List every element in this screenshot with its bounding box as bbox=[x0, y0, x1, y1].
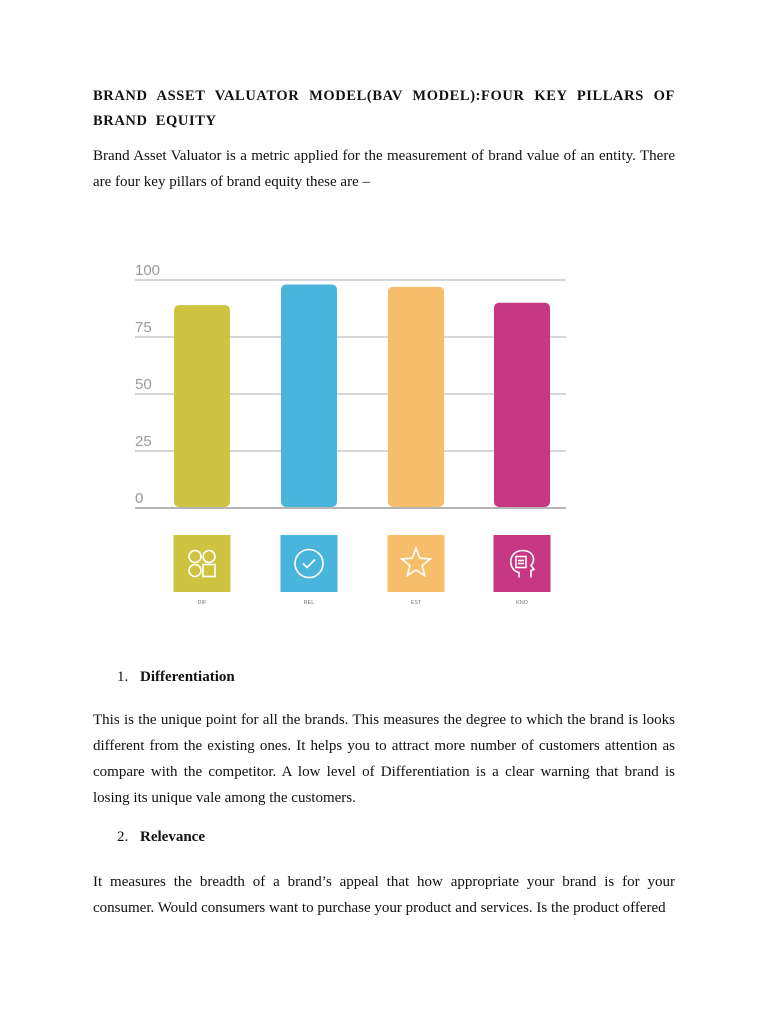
y-tick-label: 25 bbox=[135, 433, 152, 450]
section-heading-relevance bbox=[117, 829, 205, 846]
bar-rel bbox=[281, 285, 337, 507]
section-heading-text: Differentiation bbox=[140, 669, 235, 685]
bar-dif bbox=[174, 305, 230, 507]
icon-tile bbox=[174, 535, 231, 592]
chart-y-ticks bbox=[135, 262, 160, 507]
y-tick-label: 0 bbox=[135, 490, 144, 507]
category-label: KNO bbox=[516, 600, 528, 606]
icon-tile bbox=[281, 535, 338, 592]
head-document-icon bbox=[494, 535, 551, 592]
y-tick-label: 50 bbox=[135, 376, 152, 393]
differentiation-paragraph: This is the unique point for all the brands. This measures the degree to which the brand is looks different from the existing ones. It helps you to attract more number of customers attention as compare with the competitor. A low level of Differentiation is a clear warning that brand is losing its unique vale among the customers. bbox=[93, 712, 675, 806]
chart-bars bbox=[174, 285, 550, 507]
y-tick-label: 75 bbox=[135, 319, 152, 336]
bar-est bbox=[388, 287, 444, 507]
relevance-paragraph: It measures the breadth of a brand’s appeal that how appropriate your brand is for your consumer. Would consumers want to purchase your product and services. Is the product offered bbox=[93, 874, 675, 916]
intro-paragraph: Brand Asset Valuator is a metric applied for the measurement of brand value of an entity. There are four key pillars of brand equity these are – bbox=[93, 148, 675, 190]
category-label: EST bbox=[410, 600, 422, 606]
category-label: REL bbox=[303, 600, 315, 606]
section-number: 1. bbox=[117, 669, 129, 685]
check-circle-icon bbox=[281, 535, 338, 592]
document-title: BRAND ASSET VALUATOR MODEL(BAV MODEL):FOUR KEY PILLARS OF BRAND EQUITY bbox=[93, 88, 675, 129]
section-heading-text: Relevance bbox=[140, 829, 205, 845]
star-icon bbox=[388, 535, 445, 592]
category-label: DIF bbox=[197, 600, 207, 606]
section-number: 2. bbox=[117, 829, 129, 845]
shapes-icon bbox=[174, 535, 231, 592]
bar-kno bbox=[494, 303, 550, 507]
y-tick-label: 100 bbox=[135, 262, 161, 279]
section-heading-differentiation bbox=[117, 669, 235, 686]
icon-tile bbox=[388, 535, 445, 592]
chart-category-labels bbox=[198, 600, 529, 606]
chart-icon-tiles bbox=[174, 535, 551, 592]
bav-bar-chart bbox=[120, 250, 580, 620]
